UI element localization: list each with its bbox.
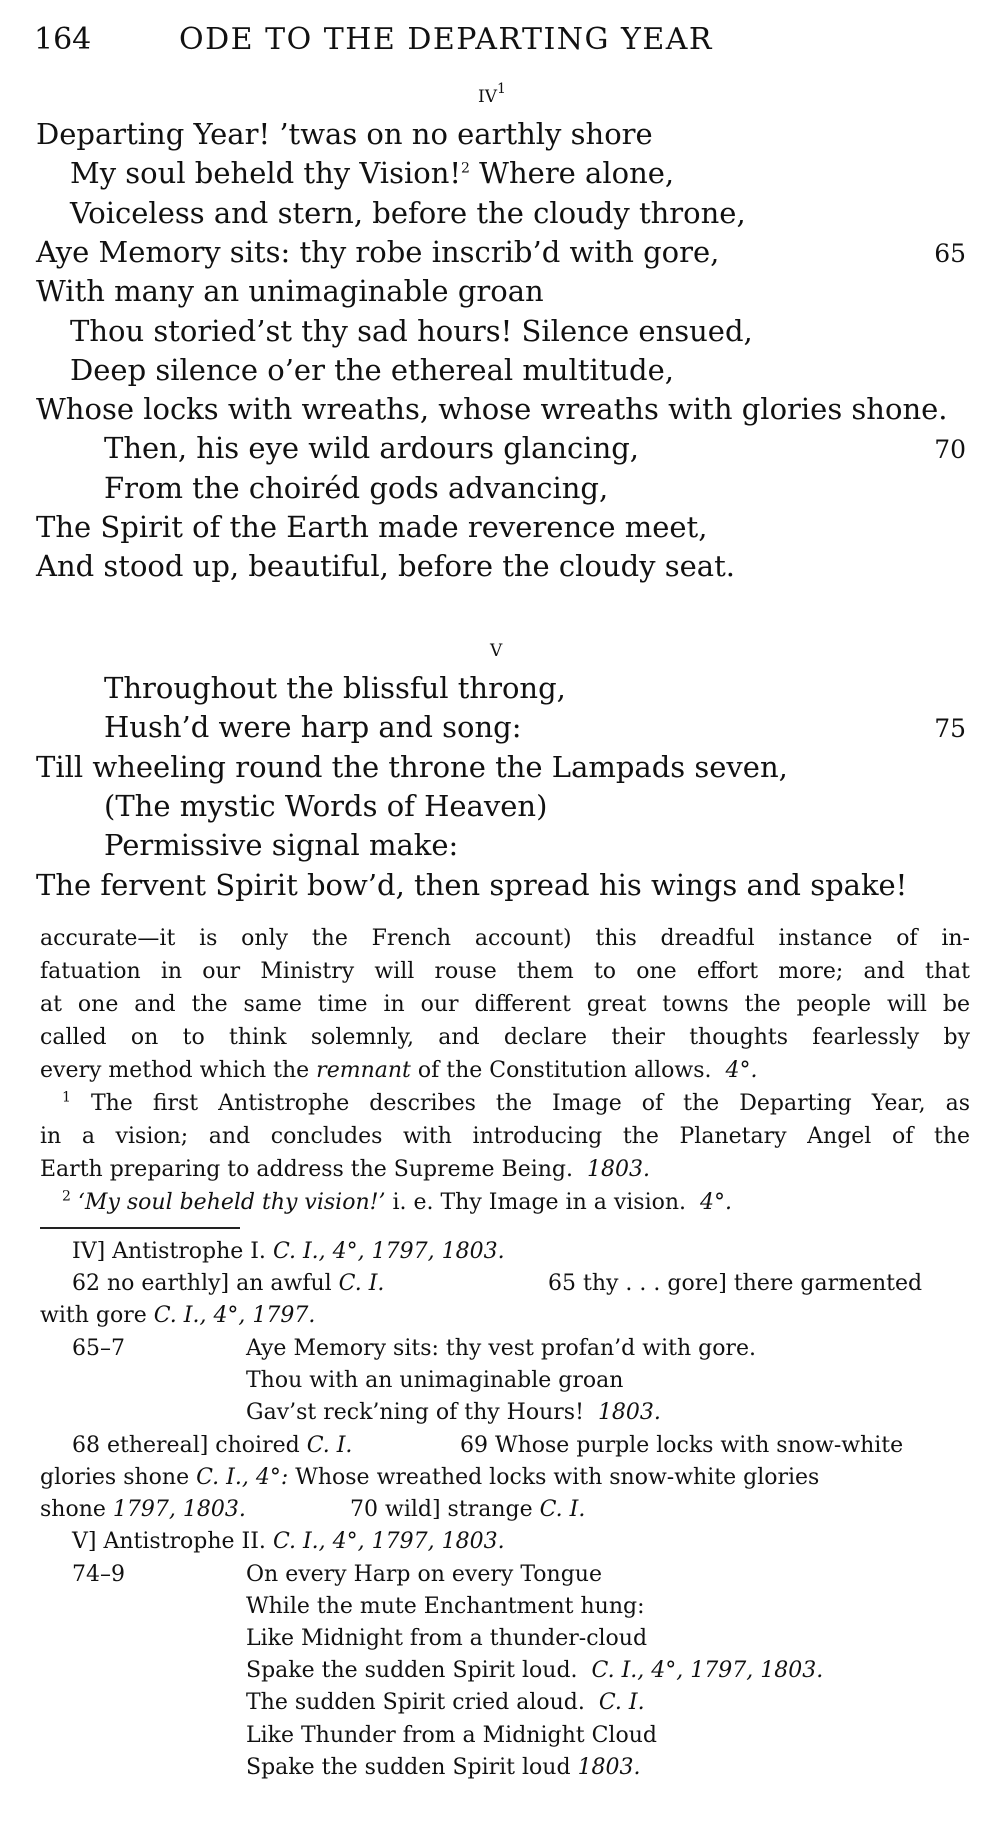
- variant-iv: IV] Antistrophe I. C. I., 4°, 1797, 1803.: [72, 1239, 505, 1264]
- line-number: 75: [934, 714, 966, 744]
- section-heading-v: [490, 634, 502, 662]
- poem-line: Permissive signal make:: [104, 828, 459, 863]
- line-number: 70: [934, 435, 966, 465]
- poem-line: Throughout the blissful throng,: [104, 671, 566, 705]
- poem-line: The fervent Spirit bow’d, then spread his wings and spake!: [36, 867, 908, 902]
- footnote-line: called on to think solemnly, and declare their thoughts fearlessly by: [40, 1025, 970, 1050]
- section-numeral: v: [490, 634, 503, 662]
- section-numeral: iv: [478, 80, 497, 108]
- line-number: 65: [934, 238, 966, 268]
- poem-line: My soul beheld thy Vision!$^2$ Where alone,: [70, 156, 675, 191]
- variant-line: Thou with an unimaginable groan: [246, 1368, 624, 1393]
- poem-line: Aye Memory sits: thy robe inscrib’d with gore,: [36, 234, 720, 269]
- poem-line: Thou storied’st thy sad hours! Silence ensued,: [70, 313, 753, 348]
- footnote-ref: 2: [461, 160, 470, 177]
- footnote-1: $^1$ The first Antistrophe describes the Image of the Departing Year, as: [62, 1089, 970, 1116]
- section-heading-iv: [478, 80, 506, 108]
- source-siglum: 1803.: [587, 1157, 650, 1182]
- footnote-line: Earth preparing to address the Supreme Being. 1803.: [40, 1157, 650, 1182]
- variant-65-cont: with gore C. I., 4°, 1797.: [40, 1303, 316, 1328]
- running-header: [34, 22, 964, 66]
- poem-line: Till wheeling round the throne the Lampads seven,: [36, 749, 788, 784]
- poem-line: Departing Year! ’twas on no earthly shore: [36, 117, 653, 151]
- footnote-line: in a vision; and concludes with introducing the Planetary Angel of the: [40, 1124, 970, 1149]
- poem-line: Voiceless and stern, before the cloudy throne,: [70, 195, 746, 230]
- poem-line: Then, his eye wild ardours glancing,: [104, 431, 640, 466]
- variant-line: Aye Memory sits: thy vest profan’d with gore.: [246, 1336, 756, 1361]
- poem-line: (The mystic Words of Heaven): [104, 788, 548, 823]
- poem-line: Whose locks with wreaths, whose wreaths with glories shone.: [36, 392, 948, 427]
- page-number: 164: [34, 22, 92, 57]
- footnotes: [40, 922, 970, 1219]
- footnote-mark: 1: [62, 1089, 71, 1106]
- variant-69: 69 Whose purple locks with snow-white: [460, 1433, 904, 1458]
- variant-line: Spake the sudden Spirit loud 1803.: [246, 1755, 641, 1780]
- footnote-line: accurate—it is only the French account) this dreadful instance of in-: [40, 926, 970, 951]
- variant-line: While the mute Enchantment hung:: [246, 1594, 645, 1619]
- variant-line: Gav’st reck’ning of thy Hours! 1803.: [246, 1400, 661, 1425]
- poem-line: The Spirit of the Earth made reverence meet,: [36, 510, 708, 544]
- variant-v: V] Antistrophe II. C. I., 4°, 1797, 1803.: [72, 1529, 505, 1554]
- variant-label-65-7: 65–7: [72, 1336, 125, 1361]
- poem-line: From the choiréd gods advancing,: [104, 470, 609, 505]
- variant-68: 68 ethereal] choired C. I.: [72, 1433, 353, 1458]
- poem-line: And stood up, beautiful, before the cloudy seat.: [36, 549, 735, 584]
- footnote-ref: 1: [497, 81, 506, 97]
- variant-line: Spake the sudden Spirit loud. C. I., 4°, 1797, 1803.: [246, 1658, 824, 1683]
- footnote-line: every method which the remnant of the Constitution allows. 4°.: [40, 1058, 758, 1083]
- footnote-line: at one and the same time in our different great towns the people will be: [40, 992, 970, 1017]
- variant-label-74-9: 74–9: [72, 1562, 125, 1587]
- variant-line: The sudden Spirit cried aloud. C. I.: [246, 1690, 645, 1715]
- poem-line: With many an unimaginable groan: [36, 274, 544, 309]
- source-siglum: 4°.: [700, 1190, 733, 1215]
- running-title: ODE TO THE DEPARTING YEAR: [179, 22, 714, 57]
- footnote-mark: 2: [62, 1188, 71, 1205]
- footnote-2: $^2$ ‘My soul beheld thy vision!’ i. e. Thy Image in a vision. 4°.: [62, 1188, 733, 1215]
- variant-70: 70 wild] strange C. I.: [350, 1497, 586, 1522]
- poem-line: Hush’d were harp and song:: [104, 710, 522, 745]
- footnote-line: fatuation in our Ministry will rouse them to one effort more; and that: [40, 959, 970, 984]
- variant-69-cont: glories shone C. I., 4°: Whose wreathed locks with snow-white glories: [40, 1465, 820, 1490]
- variant-line: On every Harp on every Tongue: [246, 1562, 602, 1587]
- source-siglum: 4°.: [725, 1058, 758, 1083]
- variant-62: 62 no earthly] an awful C. I.: [72, 1271, 385, 1296]
- variant-69-cont: shone 1797, 1803.: [40, 1497, 246, 1522]
- divider-rule: [40, 1227, 240, 1229]
- variant-65: 65 thy . . . gore] there garmented: [548, 1271, 923, 1296]
- poem-line: Deep silence o’er the ethereal multitude,: [70, 352, 675, 387]
- variant-line: Like Midnight from a thunder-cloud: [246, 1626, 648, 1651]
- variant-line: Like Thunder from a Midnight Cloud: [246, 1723, 657, 1748]
